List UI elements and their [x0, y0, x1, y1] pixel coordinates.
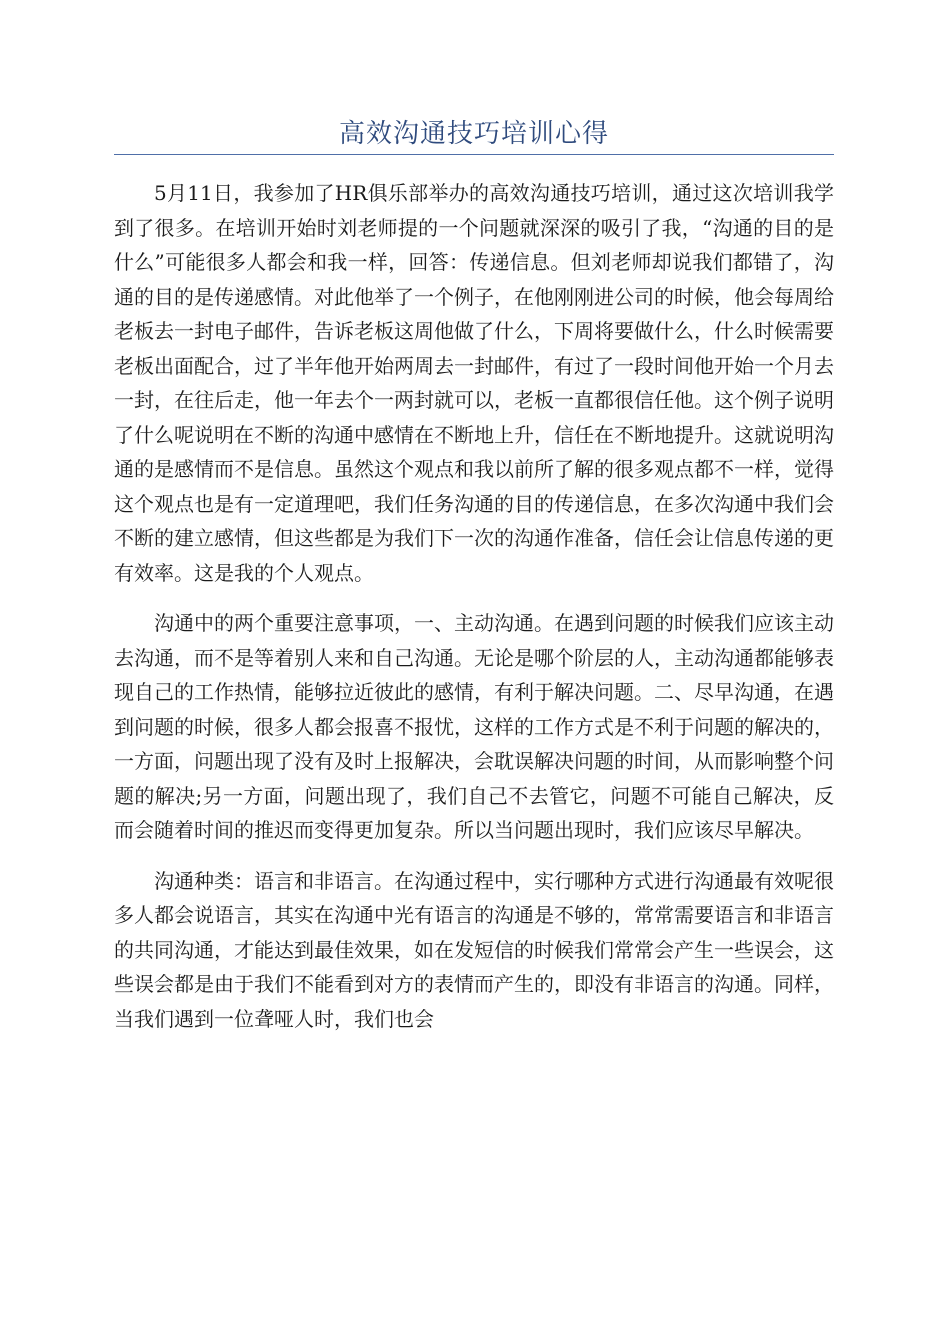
paragraph-training-date: 5月11日，我参加了HR俱乐部举办的高效沟通技巧培训，通过这次培训我学到了很多。在培训开始时刘老师提的一个问题就深深的吸引了我，“沟通的目的是什么”可能很多人都会和我一样，回答：传递信息。但刘老师却说我们都错了，沟通的目的是传递感情。对此他举了一个例子，在他刚刚进公司的时候，他会每周给老板去一封电子邮件，告诉老板这周他做了什么，下周将要做什么，什么时候需要老板出面配合，过了半年他开始两周去一封邮件，有过了一段时间他开始一个月去一封，在往后走，他一年去个一两封就可以，老板一直都很信任他。这个例子说明了什么呢说明在不断的沟通中感情在不断地上升，信任在不断地提升。这就说明沟通的是感情而不是信息。虽然这个观点和我以前所了解的很多观点都不一样，觉得这个观点也是有一定道理吧，我们任务沟通的目的传递信息，在多次沟通中我们会不断的建立感情，但这些都是为我们下一次的沟通作准备，信任会让信息传递的更有效率。这是我的个人观点。: [114, 181, 834, 585]
document-title: 高效沟通技巧培训心得: [338, 119, 609, 149]
document-body: [114, 176, 834, 1052]
paragraph-key-points: 沟通中的两个重要注意事项，一、主动沟通。在遇到问题的时候我们应该主动去沟通，而不是等着别人来和自己沟通。无论是哪个阶层的人，主动沟通都能够表现自己的工作热情，能够拉近彼此的感情，有利于解决问题。二、尽早沟通，在遇到问题的时候，很多人都会报喜不报忧，这样的工作方式是不利于问题的解决的，一方面，问题出现了没有及时上报解决，会耽误解决问题的时间，从而影响整个问题的解决;另一方面，问题出现了，我们自己不去管它，问题不可能自己解决，反而会随着时间的推迟而变得更加复杂。所以当问题出现时，我们应该尽早解决。: [114, 611, 834, 842]
title-underline: [114, 154, 834, 155]
paragraph-communication-types: 沟通种类：语言和非语言。在沟通过程中，实行哪种方式进行沟通最有效呢很多人都会说语言，其实在沟通中光有语言的沟通是不够的，常常需要语言和非语言的共同沟通，才能达到最佳效果，如在发短信的时候我们常常会产生一些误会，这些误会都是由于我们不能看到对方的表情而产生的，即没有非语言的沟通。同样，当我们遇到一位聋哑人时，我们也会: [114, 868, 834, 1031]
